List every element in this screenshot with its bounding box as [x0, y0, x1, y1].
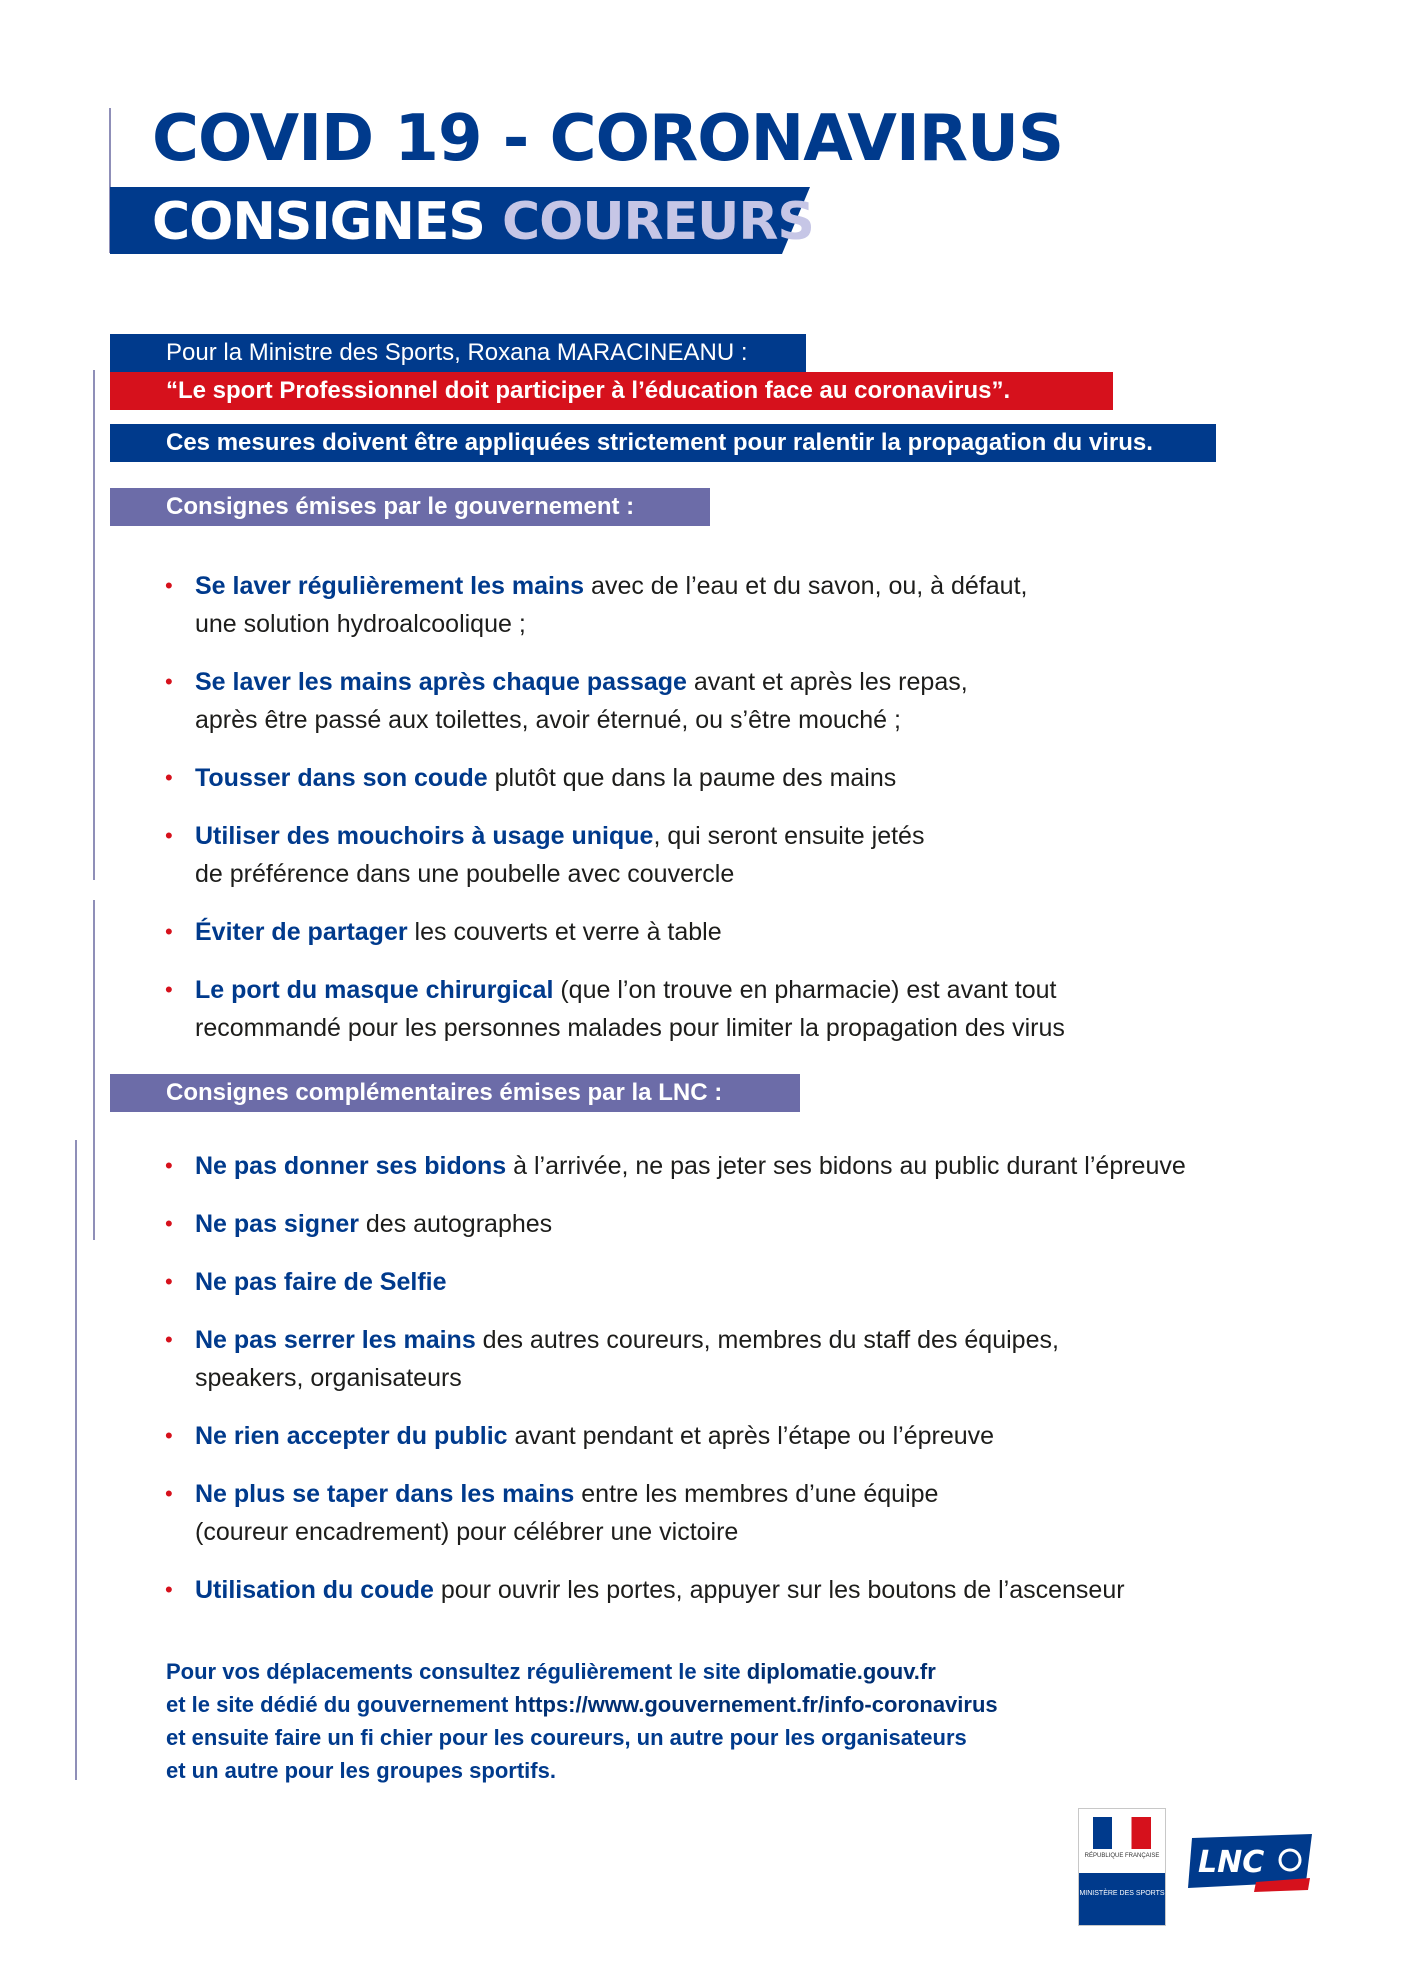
marianne-flag-icon [1093, 1817, 1151, 1849]
item-text: , qui seront ensuite jetés [653, 822, 925, 850]
item-text: des autographes [358, 1210, 553, 1238]
diplomatie-link[interactable]: diplomatie.gouv.fr [746, 1659, 936, 1684]
bullet-icon: • [165, 977, 173, 1002]
footer-text: Pour vos déplacements consultez régulièrement le site [166, 1659, 747, 1684]
list-item [165, 817, 1245, 893]
bullet-icon: • [165, 765, 173, 790]
item-text-line2: une solution hydroalcoolique ; [195, 610, 526, 638]
item-highlight: Ne rien accepter du public [195, 1422, 508, 1450]
item-text-line2: de préférence dans une poubelle avec couvercle [195, 860, 735, 888]
item-highlight: Se laver les mains après chaque passage [195, 668, 687, 696]
item-text: des autres coureurs, membres du staff des équipes, [475, 1326, 1059, 1354]
list-item [165, 913, 1245, 951]
bullet-icon: • [165, 919, 173, 944]
item-text-line2: speakers, organisateurs [195, 1364, 462, 1392]
item-highlight: Ne pas signer [195, 1210, 359, 1238]
gov-list [165, 567, 1245, 1067]
item-text: entre les membres d’une équipe [574, 1480, 939, 1508]
lnc-logo-text: LNC [1198, 1845, 1265, 1880]
item-text: avant et après les repas, [686, 668, 968, 696]
bullet-icon: • [165, 1577, 173, 1602]
subtitle-text: CONSIGNES [152, 192, 502, 252]
list-item [165, 971, 1245, 1047]
bullet-icon: • [165, 1481, 173, 1506]
footer-text: et le site dédié du gouvernement [166, 1692, 515, 1717]
subtitle-accent: COUREURS [501, 192, 814, 252]
page-subtitle [152, 192, 814, 252]
ministry-label: MINISTÈRE DES SPORTS [1079, 1873, 1165, 1925]
footer-line-2 [166, 1688, 998, 1721]
bullet-icon: • [165, 573, 173, 598]
item-text: pour ouvrir les portes, appuyer sur les boutons de l’ascenseur [433, 1576, 1125, 1604]
item-highlight: Utiliser des mouchoirs à usage unique [195, 822, 654, 850]
bullet-icon: • [165, 669, 173, 694]
lnc-list [165, 1147, 1245, 1629]
bullet-icon: • [165, 1423, 173, 1448]
rf-text: RÉPUBLIQUE FRANÇAISE [1084, 1853, 1160, 1859]
margin-line-3 [93, 1140, 95, 1240]
margin-line-4 [75, 1140, 77, 1780]
footer-line-3: et ensuite faire un fi chier pour les coureurs, un autre pour les organisateurs [166, 1725, 967, 1750]
bullet-icon: • [165, 1269, 173, 1294]
footer-note [166, 1655, 998, 1787]
item-text-line2: recommandé pour les personnes malades pour limiter la propagation des virus [195, 1014, 1065, 1042]
margin-line-1 [93, 370, 95, 880]
list-item [165, 1321, 1245, 1397]
list-item [165, 1147, 1245, 1185]
bullet-icon: • [165, 823, 173, 848]
item-highlight: Ne plus se taper dans les mains [195, 1480, 575, 1508]
bullet-icon: • [165, 1153, 173, 1178]
page-title: COVID 19 - CORONAVIRUS [152, 102, 1064, 176]
item-text: plutôt que dans la paume des mains [487, 764, 897, 792]
bullet-icon: • [165, 1327, 173, 1352]
list-item [165, 1571, 1245, 1609]
lnc-logo [1186, 1830, 1318, 1898]
footer-line-1 [166, 1655, 998, 1688]
bullet-icon: • [165, 1211, 173, 1236]
item-highlight: Ne pas serrer les mains [195, 1326, 476, 1354]
list-item [165, 1263, 1245, 1301]
item-highlight: Ne pas faire de Selfie [195, 1268, 447, 1296]
item-highlight: Utilisation du coude [195, 1576, 434, 1604]
item-text: avec de l’eau et du savon, ou, à défaut, [584, 572, 1028, 600]
item-highlight: Ne pas donner ses bidons [195, 1152, 507, 1180]
section-lnc-heading: Consignes complémentaires émises par la LNC : [110, 1074, 800, 1112]
item-text: avant pendant et après l’étape ou l’épreuve [507, 1422, 995, 1450]
footer-line-4: et un autre pour les groupes sportifs. [166, 1758, 556, 1783]
item-text: à l’arrivée, ne pas jeter ses bidons au public durant l’épreuve [506, 1152, 1186, 1180]
list-item [165, 759, 1245, 797]
item-highlight: Se laver régulièrement les mains [195, 572, 585, 600]
intro-measures: Ces mesures doivent être appliquées strictement pour ralentir la propagation du virus. [110, 424, 1216, 462]
item-highlight: Éviter de partager [195, 918, 408, 946]
item-highlight: Le port du masque chirurgical [195, 976, 554, 1004]
gouvernement-link[interactable]: https://www.gouvernement.fr/info-coronavirus [514, 1692, 998, 1717]
item-text-line2: après être passé aux toilettes, avoir éternué, ou s’être mouché ; [195, 706, 901, 734]
list-item [165, 663, 1245, 739]
list-item [165, 567, 1245, 643]
ministry-logo [1078, 1808, 1166, 1926]
item-text: (que l’on trouve en pharmacie) est avant tout [553, 976, 1057, 1004]
intro-minister-line: Pour la Ministre des Sports, Roxana MARACINEANU : [110, 334, 806, 372]
section-gov-heading: Consignes émises par le gouvernement : [110, 488, 710, 526]
intro-quote: “Le sport Professionnel doit participer à l’éducation face au coronavirus”. [110, 372, 1113, 410]
list-item [165, 1417, 1245, 1455]
item-text: les couverts et verre à table [407, 918, 722, 946]
item-text-line2: (coureur encadrement) pour célébrer une victoire [195, 1518, 739, 1546]
list-item [165, 1475, 1245, 1551]
list-item [165, 1205, 1245, 1243]
item-highlight: Tousser dans son coude [195, 764, 488, 792]
